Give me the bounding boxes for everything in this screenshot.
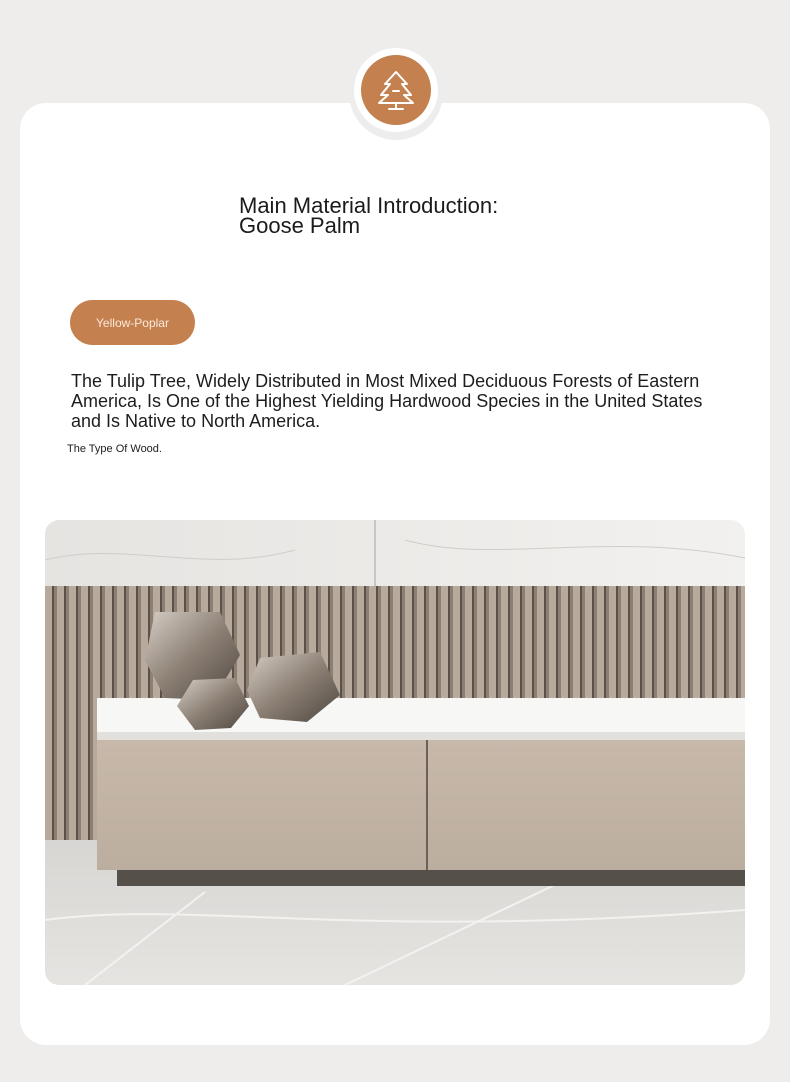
title-line-1: Main Material Introduction: (239, 193, 499, 218)
title-line-2: Goose Palm (239, 213, 361, 238)
wood-type-tag: Yellow-Poplar (70, 300, 195, 345)
badge (361, 55, 431, 125)
page-title (239, 193, 499, 238)
product-photo (45, 520, 745, 985)
wood-type-note: The Type Of Wood. (67, 443, 162, 455)
material-description: The Tulip Tree, Widely Distributed in Most Mixed Deciduous Forests of Eastern America, Is One of the Highest Yielding Hardwood Species in the United States and Is Native to North America. (71, 371, 703, 431)
tree-icon (375, 69, 417, 111)
